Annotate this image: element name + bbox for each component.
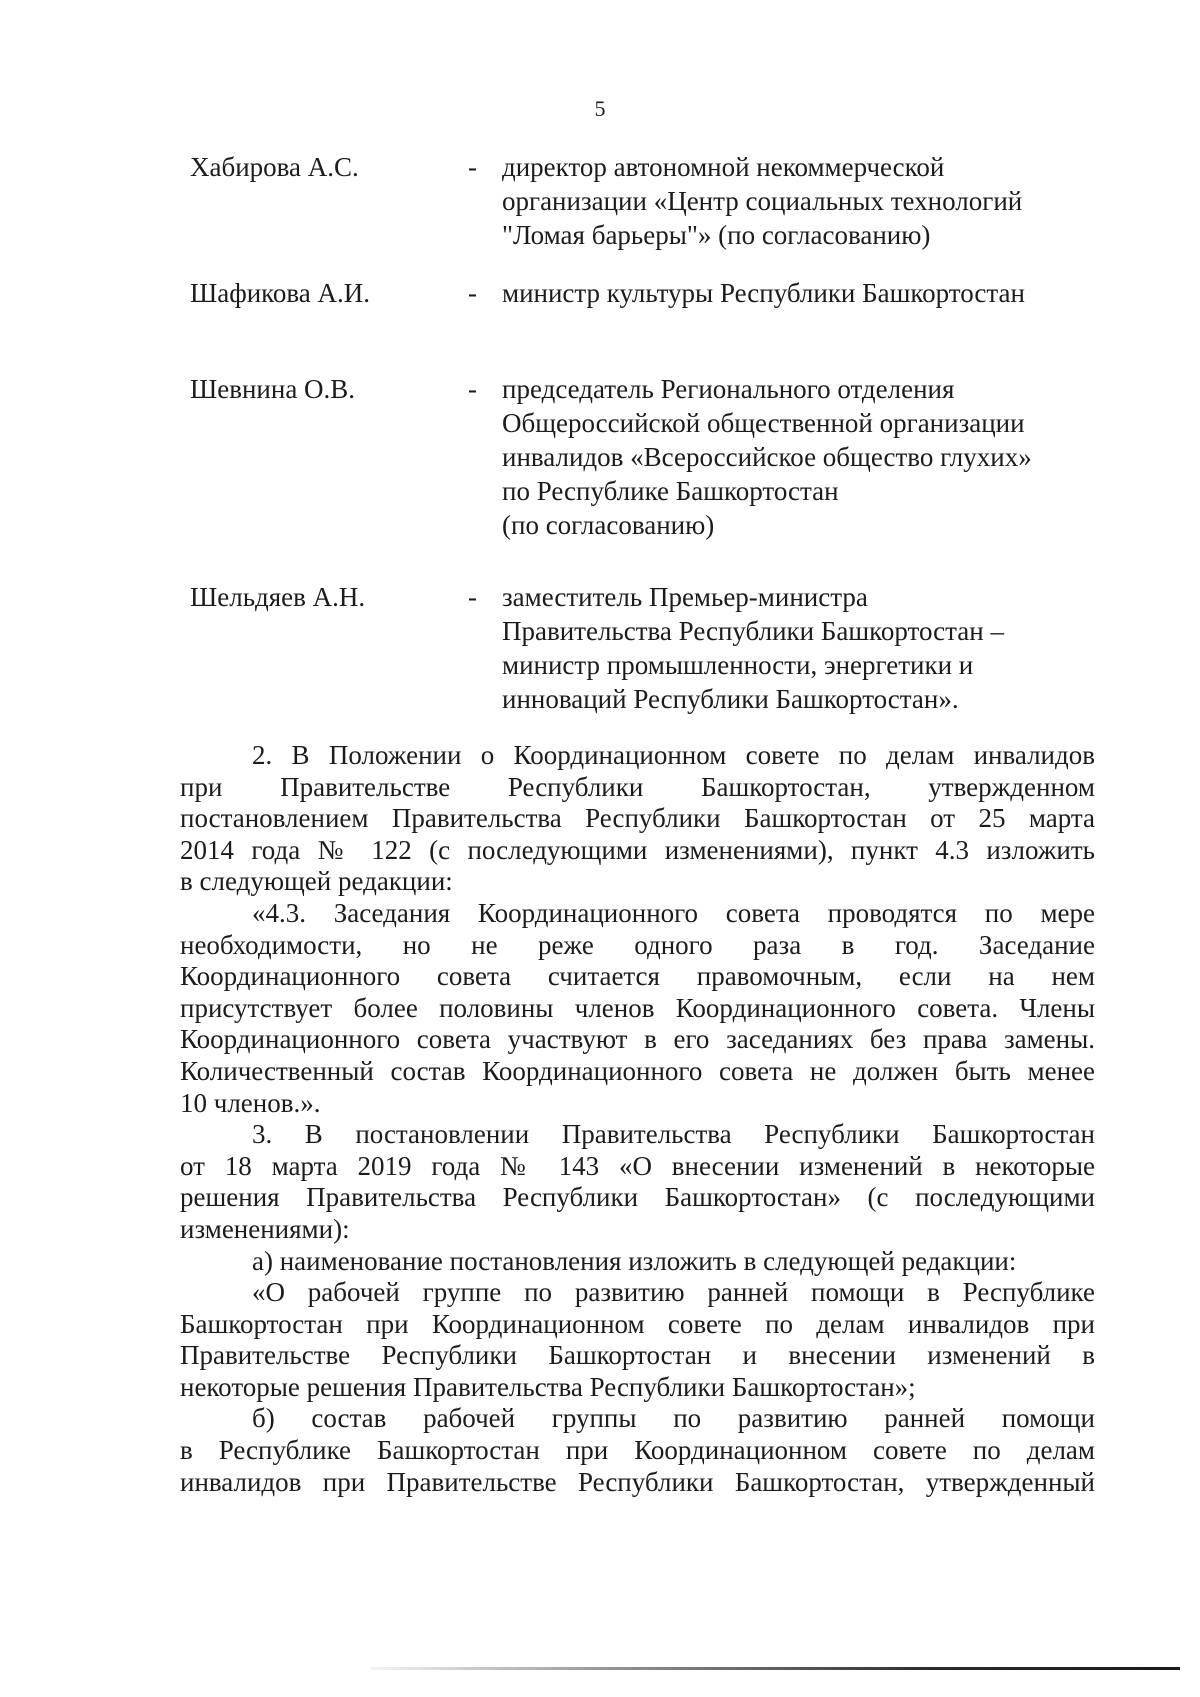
member-dash: - bbox=[468, 152, 477, 182]
body-line: постановлением Правительства Республики Башкортостан от 25 марта bbox=[180, 803, 1095, 834]
body-line: присутствует более половины членов Координационного совета. Члены bbox=[180, 992, 1095, 1023]
body-line: инвалидов при Правительстве Республики Башкортостан, утвержденный bbox=[180, 1466, 1095, 1497]
member-name: Шельдяев А.Н. bbox=[190, 582, 366, 612]
member-position-line: организации «Центр социальных технологий bbox=[502, 186, 1023, 216]
body-line: 3. В постановлении Правительства Республики Башкортостан bbox=[252, 1119, 1095, 1150]
member-position-line: Общероссийской общественной организации bbox=[502, 408, 1025, 438]
body-line: 2. В Положении о Координационном совете по делам инвалидов bbox=[252, 740, 1095, 770]
body-line: в следующей редакции: bbox=[180, 866, 453, 897]
body-line: Количественный состав Координационного совета не должен быть менее bbox=[180, 1055, 1095, 1086]
member-name: Хабирова А.С. bbox=[190, 152, 359, 182]
member-position-line: "Ломая барьеры"» (по согласованию) bbox=[502, 220, 931, 250]
body-line: Башкортостан при Координационном совете по делам инвалидов при bbox=[180, 1308, 1095, 1339]
member-position-line: директор автономной некоммерческой bbox=[502, 152, 945, 182]
body-line: 10 членов.». bbox=[180, 1087, 321, 1118]
page-number: 5 bbox=[594, 96, 606, 121]
member-position-line: (по согласованию) bbox=[502, 510, 715, 540]
member-position bbox=[502, 372, 1082, 542]
body-line: необходимости, но не реже одного раза в год. Заседание bbox=[180, 929, 1095, 960]
body-line: при Правительстве Республики Башкортостан, утвержденном bbox=[180, 771, 1095, 802]
scan-edge-divider bbox=[370, 1667, 1180, 1670]
body-line: в Республике Башкортостан при Координационном совете по делам bbox=[180, 1435, 1095, 1466]
member-dash: - bbox=[468, 278, 477, 308]
body-line: 2014 года № 122 (с последующими изменениями), пункт 4.3 изложить bbox=[180, 834, 1095, 865]
body-line: б) состав рабочей группы по развитию ранней помощи bbox=[252, 1403, 1095, 1434]
member-position-line: инвалидов «Всероссийское общество глухих» bbox=[502, 442, 1032, 472]
body-line: Правительстве Республики Башкортостан и внесении изменений в bbox=[180, 1340, 1095, 1371]
member-position-line: Правительства Республики Башкортостан – bbox=[502, 616, 1004, 646]
body-line: Координационного совета участвуют в его заседаниях без права замены. bbox=[180, 1024, 1095, 1055]
body-line: некоторые решения Правительства Республики Башкортостан»; bbox=[180, 1371, 916, 1402]
body-line: «О рабочей группе по развитию ранней помощи в Республике bbox=[252, 1277, 1095, 1308]
member-dash: - bbox=[468, 374, 477, 404]
member-position-line: заместитель Премьер-министра bbox=[502, 582, 868, 612]
member-position-line: по Республике Башкортостан bbox=[502, 476, 839, 506]
member-position-line: министр культуры Республики Башкортостан bbox=[502, 278, 1025, 308]
body-line: изменениями): bbox=[180, 1213, 350, 1244]
member-position bbox=[502, 150, 1082, 252]
body-line: Координационного совета считается правомочным, если на нем bbox=[180, 961, 1095, 992]
member-position bbox=[502, 580, 1082, 716]
member-position-line: министр промышленности, энергетики и bbox=[502, 650, 974, 680]
body-line: «4.3. Заседания Координационного совета проводятся по мере bbox=[252, 897, 1095, 928]
member-dash: - bbox=[468, 582, 477, 612]
member-name: Шафикова А.И. bbox=[190, 278, 371, 308]
member-position-line: инноваций Республики Башкортостан». bbox=[502, 684, 959, 714]
member-position-line: председатель Регионального отделения bbox=[502, 374, 955, 404]
body-line: а) наименование постановления изложить в следующей редакции: bbox=[252, 1245, 1017, 1276]
body-text bbox=[180, 740, 1095, 1498]
member-name: Шевнина О.В. bbox=[190, 374, 356, 404]
body-line: решения Правительства Республики Башкортостан» (с последующими bbox=[180, 1182, 1095, 1213]
body-line: от 18 марта 2019 года № 143 «О внесении изменений в некоторые bbox=[180, 1150, 1095, 1181]
member-position bbox=[502, 276, 1082, 310]
